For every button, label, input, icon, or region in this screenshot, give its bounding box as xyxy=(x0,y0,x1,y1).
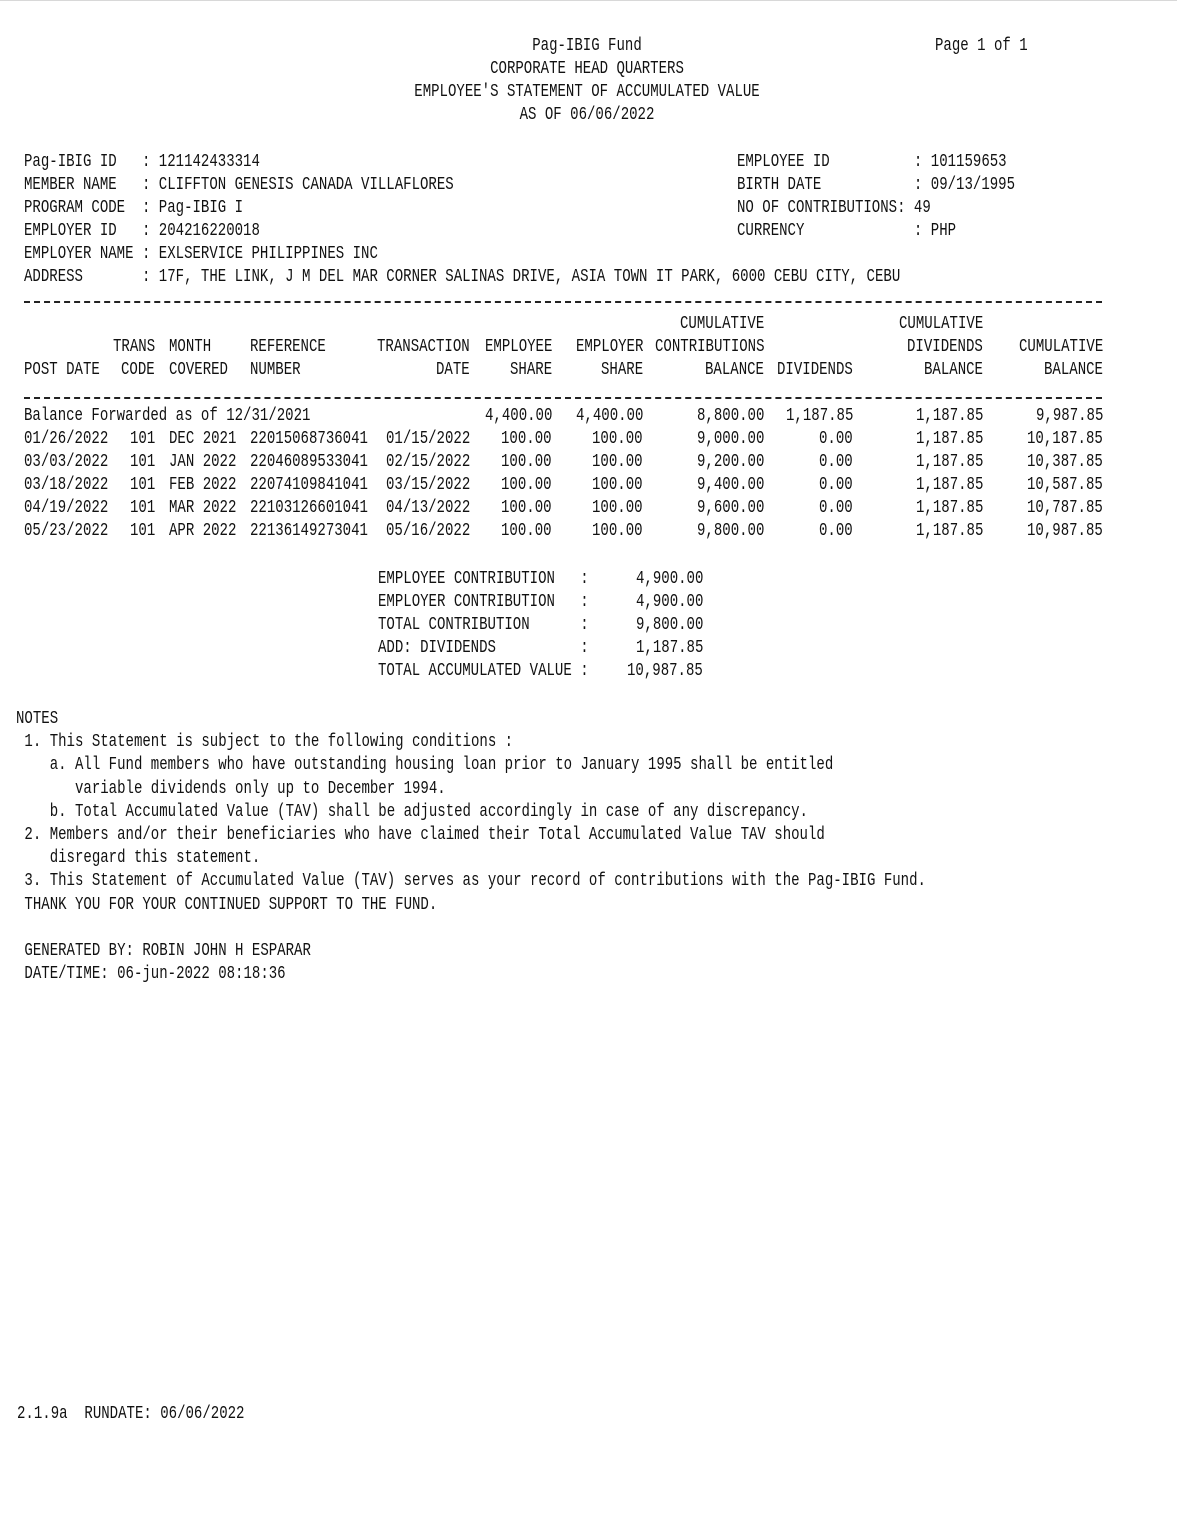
column-header-month-covered: COVERED xyxy=(169,360,228,380)
notes-line: 3. This Statement of Accumulated Value (TAV) serves as your record of contributions with the Pag-IBIG Fund. xyxy=(16,871,926,892)
table-cell-trans-code: 101 xyxy=(130,498,156,518)
table-cell-transaction-date: 03/15/2022 xyxy=(385,475,471,495)
table-cell-dividends: 0.00 xyxy=(819,452,854,472)
table-cell-cumulative-balance: 10,587.85 xyxy=(1027,475,1104,495)
table-cell-dividends: 0.00 xyxy=(819,429,854,449)
table-cell-transaction-date: 04/13/2022 xyxy=(385,498,471,518)
column-header-month-covered: MONTH xyxy=(169,337,212,357)
summary-label: ADD: DIVIDENDS : xyxy=(378,638,589,658)
column-header-cumulative-contributions-balance: CUMULATIVE xyxy=(679,314,765,334)
table-cell-month-covered: MAR 2022 xyxy=(169,498,237,518)
summary-value: 9,800.00 xyxy=(635,615,704,635)
column-header-cumulative-contributions-balance: BALANCE xyxy=(704,360,764,380)
notes-line: 1. This Statement is subject to the following conditions : xyxy=(16,732,514,753)
column-header-trans-code: TRANS xyxy=(112,337,156,357)
table-cell-employee-share: 100.00 xyxy=(501,475,552,495)
table-cell-month-covered: DEC 2021 xyxy=(169,429,237,449)
table-cell-cumulative-dividends-balance: 1,187.85 xyxy=(915,452,984,472)
notes-line: GENERATED BY: ROBIN JOHN H ESPARAR xyxy=(16,941,311,961)
summary-label: EMPLOYEE CONTRIBUTION : xyxy=(378,569,589,589)
table-cell-transaction-date: 01/15/2022 xyxy=(385,429,471,449)
column-header-cumulative-dividends-balance: BALANCE xyxy=(923,360,983,380)
table-cell-trans-code: 101 xyxy=(130,429,156,449)
balance-forwarded-cumulative-contributions: 8,800.00 xyxy=(696,406,765,426)
balance-forwarded-dividends: 1,187.85 xyxy=(785,406,854,426)
table-cell-transaction-date: 02/15/2022 xyxy=(385,452,471,472)
table-cell-employee-share: 100.00 xyxy=(501,429,552,449)
table-cell-month-covered: JAN 2022 xyxy=(169,452,237,472)
balance-forwarded-cumulative-balance: 9,987.85 xyxy=(1035,406,1104,426)
program-code: PROGRAM CODE : Pag-IBIG I xyxy=(24,198,244,218)
table-cell-dividends: 0.00 xyxy=(819,498,854,518)
footer-rundate: 2.1.9a RUNDATE: 06/06/2022 xyxy=(17,1404,245,1424)
table-cell-employer-share: 100.00 xyxy=(592,452,643,472)
table-cell-cumulative-balance: 10,987.85 xyxy=(1027,521,1104,541)
table-cell-cumulative-balance: 10,187.85 xyxy=(1027,429,1104,449)
column-header-trans-code: CODE xyxy=(121,360,156,380)
table-cell-reference-number: 22136149273041 xyxy=(250,521,368,541)
pagibig-id: Pag-IBIG ID : 121142433314 xyxy=(24,152,260,172)
summary-label: TOTAL ACCUMULATED VALUE : xyxy=(378,661,589,681)
table-cell-post-date: 05/23/2022 xyxy=(24,521,109,541)
table-cell-dividends: 0.00 xyxy=(819,521,854,541)
table-cell-cumulative-contributions-balance: 9,800.00 xyxy=(696,521,765,541)
notes-line: 2. Members and/or their beneficiaries who have claimed their Total Accumulated Value TAV should xyxy=(16,825,825,845)
column-header-employer-share: EMPLOYER xyxy=(575,337,644,357)
balance-forwarded-label: Balance Forwarded as of 12/31/2021 xyxy=(24,406,311,426)
employee-id: EMPLOYEE ID : 101159653 xyxy=(737,152,1007,172)
table-cell-post-date: 03/18/2022 xyxy=(24,475,109,495)
table-cell-cumulative-dividends-balance: 1,187.85 xyxy=(915,429,984,449)
notes-line: b. Total Accumulated Value (TAV) shall be adjusted accordingly in case of any discrepancy. xyxy=(16,801,808,822)
address: ADDRESS : 17F, THE LINK, J M DEL MAR CORNER SALINAS DRIVE, ASIA TOWN IT PARK, 6000 CEBU CITY, CEBU xyxy=(24,267,901,287)
employer-name: EMPLOYER NAME : EXLSERVICE PHILIPPINES INC xyxy=(24,244,378,264)
table-cell-employer-share: 100.00 xyxy=(592,521,643,541)
column-header-cumulative-balance: BALANCE xyxy=(1043,360,1103,380)
column-header-employee-share: EMPLOYEE xyxy=(484,337,553,357)
column-header-employer-share: SHARE xyxy=(600,360,644,380)
fund-name: Pag-IBIG Fund xyxy=(532,36,642,56)
column-header-cumulative-balance: CUMULATIVE xyxy=(1018,337,1104,357)
summary-label: TOTAL CONTRIBUTION : xyxy=(378,615,589,635)
table-cell-month-covered: FEB 2022 xyxy=(169,475,237,495)
notes-line: THANK YOU FOR YOUR CONTINUED SUPPORT TO THE FUND. xyxy=(16,894,438,915)
column-header-cumulative-dividends-balance: DIVIDENDS xyxy=(907,337,984,357)
table-cell-trans-code: 101 xyxy=(130,452,156,472)
column-header-post-date: POST DATE xyxy=(24,360,100,380)
balance-forwarded-cumulative-dividends: 1,187.85 xyxy=(915,406,984,426)
page-number: Page 1 of 1 xyxy=(935,36,1028,56)
table-cell-month-covered: APR 2022 xyxy=(169,521,237,541)
notes-line: DATE/TIME: 06-jun-2022 08:18:36 xyxy=(16,964,286,985)
number-of-contributions: NO OF CONTRIBUTIONS: 49 xyxy=(737,198,931,218)
birth-date: BIRTH DATE : 09/13/1995 xyxy=(737,175,1016,195)
table-cell-transaction-date: 05/16/2022 xyxy=(385,521,471,541)
table-cell-employer-share: 100.00 xyxy=(592,429,643,449)
column-header-cumulative-contributions-balance: CONTRIBUTIONS xyxy=(654,337,765,357)
statement-title: EMPLOYEE'S STATEMENT OF ACCUMULATED VALUE xyxy=(414,82,760,102)
summary-value: 4,900.00 xyxy=(635,569,704,589)
column-header-transaction-date: TRANSACTION xyxy=(377,337,470,357)
page-top-border xyxy=(0,0,1177,1)
table-cell-cumulative-contributions-balance: 9,000.00 xyxy=(696,429,765,449)
balance-forwarded-employee-share: 4,400.00 xyxy=(484,406,553,426)
table-cell-cumulative-balance: 10,787.85 xyxy=(1027,498,1104,518)
employer-id: EMPLOYER ID : 204216220018 xyxy=(24,221,260,241)
column-header-reference-number: NUMBER xyxy=(250,360,301,380)
table-cell-reference-number: 22074109841041 xyxy=(250,475,368,495)
table-cell-cumulative-balance: 10,387.85 xyxy=(1027,452,1104,472)
table-cell-cumulative-dividends-balance: 1,187.85 xyxy=(915,475,984,495)
table-cell-employer-share: 100.00 xyxy=(592,475,643,495)
notes-heading: NOTES xyxy=(16,709,59,729)
summary-value: 4,900.00 xyxy=(635,592,704,612)
column-header-reference-number: REFERENCE xyxy=(250,337,326,357)
table-cell-cumulative-dividends-balance: 1,187.85 xyxy=(915,521,984,541)
summary-value: 10,987.85 xyxy=(627,661,704,681)
separator-line xyxy=(24,301,1102,303)
summary-value: 1,187.85 xyxy=(635,638,704,658)
table-cell-employee-share: 100.00 xyxy=(501,498,552,518)
table-cell-reference-number: 22103126601041 xyxy=(250,498,368,518)
table-cell-reference-number: 22015068736041 xyxy=(250,429,368,449)
table-cell-cumulative-dividends-balance: 1,187.85 xyxy=(915,498,984,518)
table-cell-trans-code: 101 xyxy=(130,521,156,541)
statement-date: AS OF 06/06/2022 xyxy=(519,105,655,125)
notes-line: variable dividends only up to December 1994. xyxy=(16,778,446,799)
table-cell-dividends: 0.00 xyxy=(819,475,854,495)
summary-label: EMPLOYER CONTRIBUTION : xyxy=(378,592,589,612)
table-cell-post-date: 04/19/2022 xyxy=(24,498,109,518)
table-cell-post-date: 03/03/2022 xyxy=(24,452,109,472)
column-header-cumulative-dividends-balance: CUMULATIVE xyxy=(898,314,984,334)
table-cell-cumulative-contributions-balance: 9,400.00 xyxy=(696,475,765,495)
office-name: CORPORATE HEAD QUARTERS xyxy=(490,59,684,79)
notes-line: a. All Fund members who have outstanding housing loan prior to January 1995 shall be entitled xyxy=(16,755,834,776)
table-cell-reference-number: 22046089533041 xyxy=(250,452,368,472)
table-cell-cumulative-contributions-balance: 9,200.00 xyxy=(696,452,765,472)
column-header-transaction-date: DATE xyxy=(436,360,471,380)
currency: CURRENCY : PHP xyxy=(737,221,957,241)
column-header-employee-share: SHARE xyxy=(509,360,553,380)
table-cell-employee-share: 100.00 xyxy=(501,452,552,472)
table-cell-cumulative-contributions-balance: 9,600.00 xyxy=(696,498,765,518)
table-cell-employee-share: 100.00 xyxy=(501,521,552,541)
table-cell-post-date: 01/26/2022 xyxy=(24,429,109,449)
notes-line: disregard this statement. xyxy=(16,848,261,869)
member-name: MEMBER NAME : CLIFFTON GENESIS CANADA VILLAFLORES xyxy=(24,175,454,195)
table-cell-employer-share: 100.00 xyxy=(592,498,643,518)
table-cell-trans-code: 101 xyxy=(130,475,156,495)
separator-line xyxy=(24,397,1102,399)
balance-forwarded-employer-share: 4,400.00 xyxy=(575,406,644,426)
column-header-dividends: DIVIDENDS xyxy=(777,360,854,380)
